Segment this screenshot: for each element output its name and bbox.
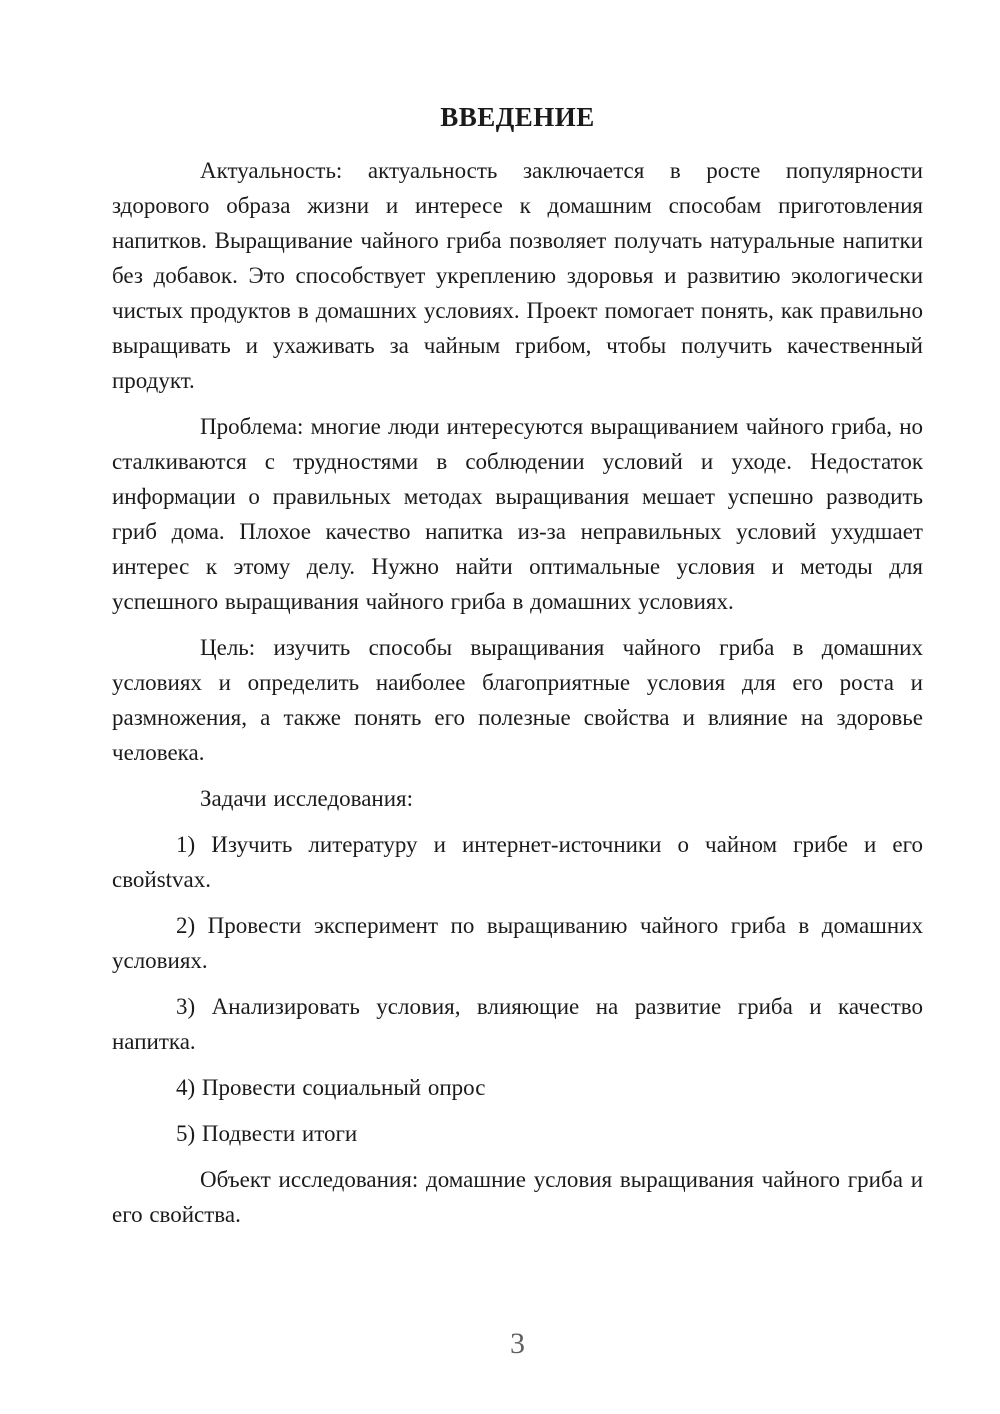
task-item-2: 2) Провести эксперимент по выращиванию чайного гриба в домашних условиях. [112,913,923,973]
page-title: ВВЕДЕНИЕ [440,102,595,132]
task-item-5: 5) Подвести итоги [176,1121,358,1146]
paragraph-problem: Проблема: многие люди интересуются выращиванием чайного гриба, но сталкиваются с трудностями в соблюдении условий и уходе. Недостаток информации о правильных методах выращивания мешает успешно разводить гриб дома. Плохое качество напитка из-за неправильных условий ухудшает интерес к этому делу. Нужно найти оптимальные условия и методы для успешного выращивания чайного гриба в домашних условиях. [112,414,923,614]
task-item-1: 1) Изучить литературу и интернет-источники о чайном грибе и его свойstvax. [112,832,923,892]
paragraph-goal: Цель: изучить способы выращивания чайного гриба в домашних условиях и определить наиболее благоприятные условия для его роста и размножения, а также понять его полезные свойства и влияние на здоровье человека. [112,635,923,765]
page-number: 3 [510,1327,525,1360]
document-content [112,100,923,1243]
paragraph-relevance: Актуальность: актуальность заключается в росте популярности здорового образа жизни и интересе к домашним способам приготовления напитков. Выращивание чайного гриба позволяет получать натуральные напитки без добавок. Это способствует укреплению здоровья и развитию экологически чистых продуктов в домашних условиях. Проект помогает понять, как правильно выращивать и ухаживать за чайным грибом, чтобы получить качественный продукт. [112,158,923,393]
task-item-3: 3) Анализировать условия, влияющие на развитие гриба и качество напитка. [112,994,923,1054]
paragraph-object: Объект исследования: домашние условия выращивания чайного гриба и его свойства. [112,1167,923,1227]
task-item-4: 4) Провести социальный опрос [176,1075,486,1100]
tasks-heading: Задачи исследования: [200,786,414,811]
